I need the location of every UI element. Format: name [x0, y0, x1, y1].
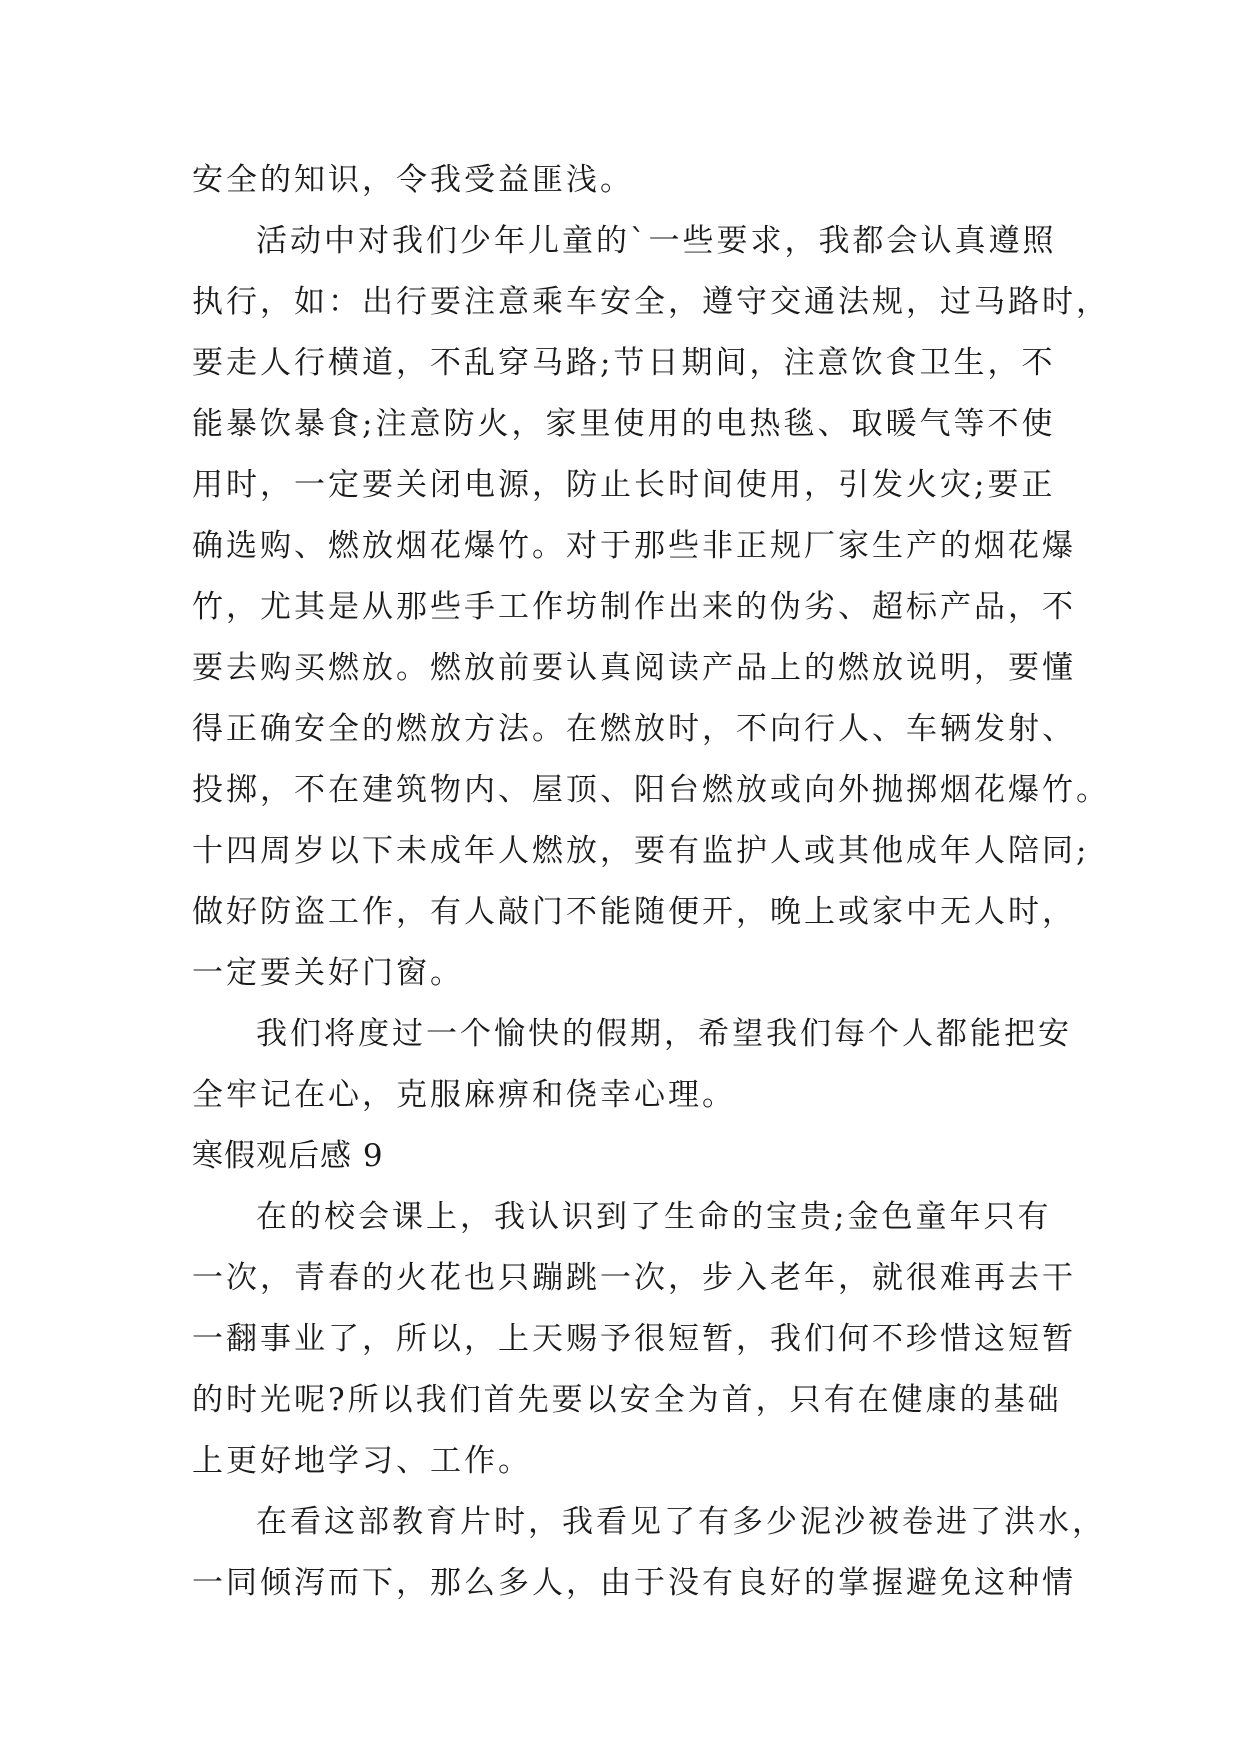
section-heading: 寒假观后感 9: [192, 1138, 384, 1174]
text-line: 全牢记在心，克服麻痹和侥幸心理。: [192, 1077, 736, 1113]
text-line: 要去购买燃放。燃放前要认真阅读产品上的燃放说明，要懂: [192, 650, 1076, 686]
text-line: 十四周岁以下未成年人燃放，要有监护人或其他成年人陪同;: [192, 833, 1090, 869]
text-line: 一定要关好门窗。: [192, 955, 464, 991]
text-line: 一次，青春的火花也只蹦跳一次，步入老年，就很难再去干: [192, 1260, 1076, 1296]
text-line: 能暴饮暴食;注意防火，家里使用的电热毯、取暖气等不使: [192, 406, 1056, 442]
text-line: 得正确安全的燃放方法。在燃放时，不向行人、车辆发射、: [192, 711, 1076, 747]
paragraph-start-line: 活动中对我们少年儿童的`一些要求，我都会认真遵照: [256, 223, 1057, 259]
text-line: 要走人行横道，不乱穿马路;节日期间，注意饮食卫生，不: [192, 345, 1056, 381]
text-line: 安全的知识，令我受益匪浅。: [192, 162, 634, 198]
text-line: 执行，如：出行要注意乘车安全，遵守交通法规，过马路时，: [192, 284, 1110, 320]
paragraph-start-line: 在看这部教育片时，我看见了有多少泥沙被卷进了洪水，: [256, 1504, 1106, 1540]
paragraph-start-line: 我们将度过一个愉快的假期，希望我们每个人都能把安: [256, 1016, 1072, 1052]
text-line: 确选购、燃放烟花爆竹。对于那些非正规厂家生产的烟花爆: [192, 528, 1076, 564]
text-line: 投掷，不在建筑物内、屋顶、阳台燃放或向外抛掷烟花爆竹。: [192, 772, 1110, 808]
text-line: 做好防盗工作，有人敲门不能随便开，晚上或家中无人时，: [192, 894, 1076, 930]
text-line: 用时，一定要关闭电源，防止长时间使用，引发火灾;要正: [192, 467, 1056, 503]
text-line: 一同倾泻而下，那么多人，由于没有良好的掌握避免这种情: [192, 1565, 1076, 1601]
text-line: 一翻事业了，所以，上天赐予很短暂，我们何不珍惜这短暂: [192, 1321, 1076, 1357]
text-line: 上更好地学习、工作。: [192, 1443, 532, 1479]
text-line: 的时光呢?所以我们首先要以安全为首，只有在健康的基础: [192, 1382, 1062, 1418]
paragraph-start-line: 在的校会课上，我认识到了生命的宝贵;金色童年只有: [256, 1199, 1052, 1235]
text-line: 竹，尤其是从那些手工作坊制作出来的伪劣、超标产品，不: [192, 589, 1076, 625]
